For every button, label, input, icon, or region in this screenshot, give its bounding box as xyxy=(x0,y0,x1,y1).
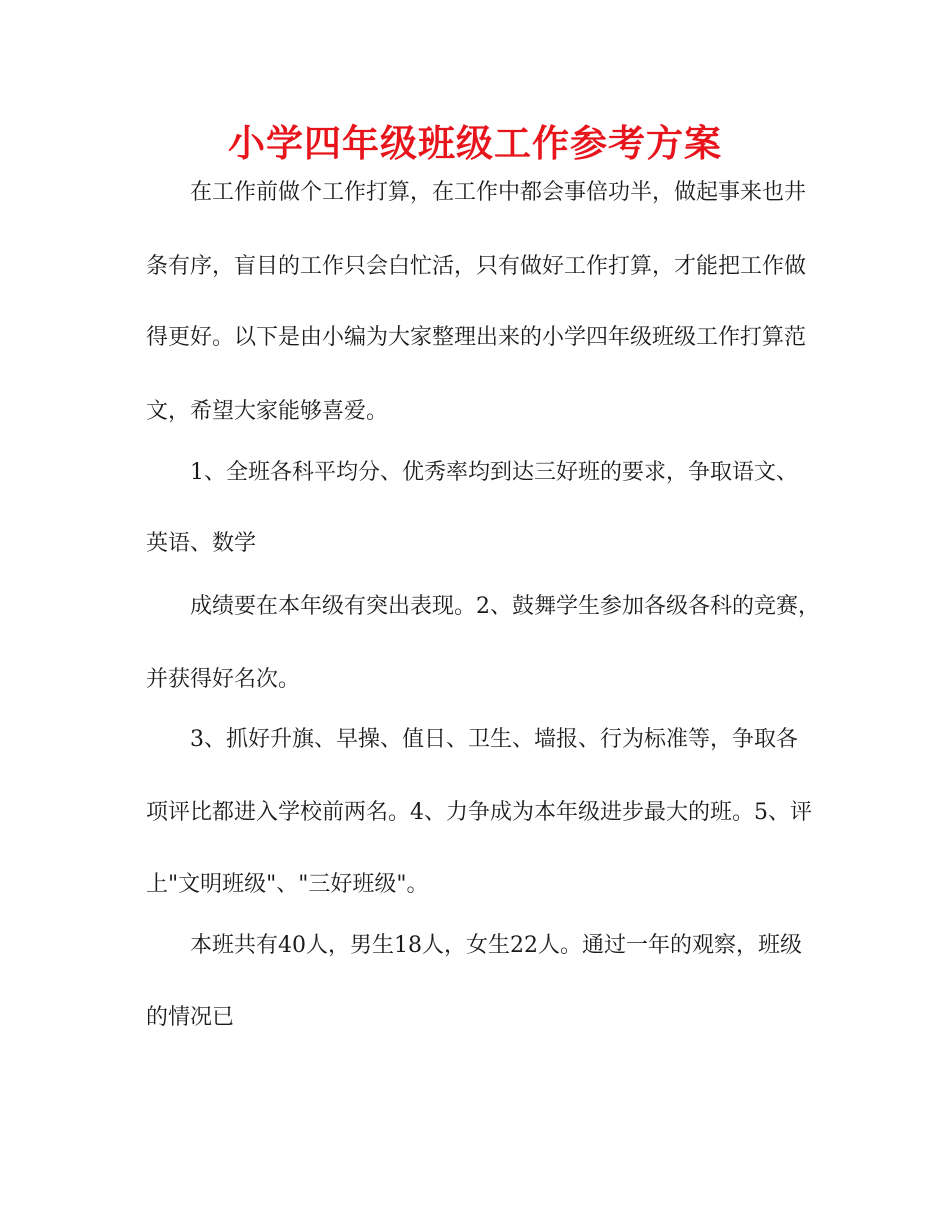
paragraph-line: 3、抓好升旗、早操、值日、卫生、墙报、行为标准等，争取各 xyxy=(190,727,798,752)
paragraph-line: 成绩要在本年级有突出表现。2、鼓舞学生参加各级各科的竞赛， xyxy=(190,594,820,619)
paragraph-line: 本班共有40人，男生18人，女生22人。通过一年的观察，班级 xyxy=(190,933,802,958)
paragraph-line: 得更好。以下是由小编为大家整理出来的小学四年级班级工作打算范 xyxy=(146,325,807,350)
paragraph-line: 英语、数学 xyxy=(146,531,257,556)
document-title: 小学四年级班级工作参考方案 xyxy=(228,122,722,165)
paragraph-line: 的情况已 xyxy=(146,1005,235,1030)
paragraph-line: 项评比都进入学校前两名。4、力争成为本年级进步最大的班。5、评 xyxy=(146,800,812,825)
paragraph-line: 条有序，盲目的工作只会白忙活，只有做好工作打算，才能把工作做 xyxy=(146,254,807,279)
paragraph-line: 文，希望大家能够喜爱。 xyxy=(146,399,389,424)
paragraph-line: 在工作前做个工作打算，在工作中都会事倍功半，做起事来也井 xyxy=(190,180,807,205)
paragraph-line: 1、全班各科平均分、优秀率均到达三好班的要求，争取语文、 xyxy=(190,460,798,485)
paragraph-line: 并获得好名次。 xyxy=(146,667,301,692)
paragraph-line: 上"文明班级"、"三好班级"。 xyxy=(146,872,429,897)
